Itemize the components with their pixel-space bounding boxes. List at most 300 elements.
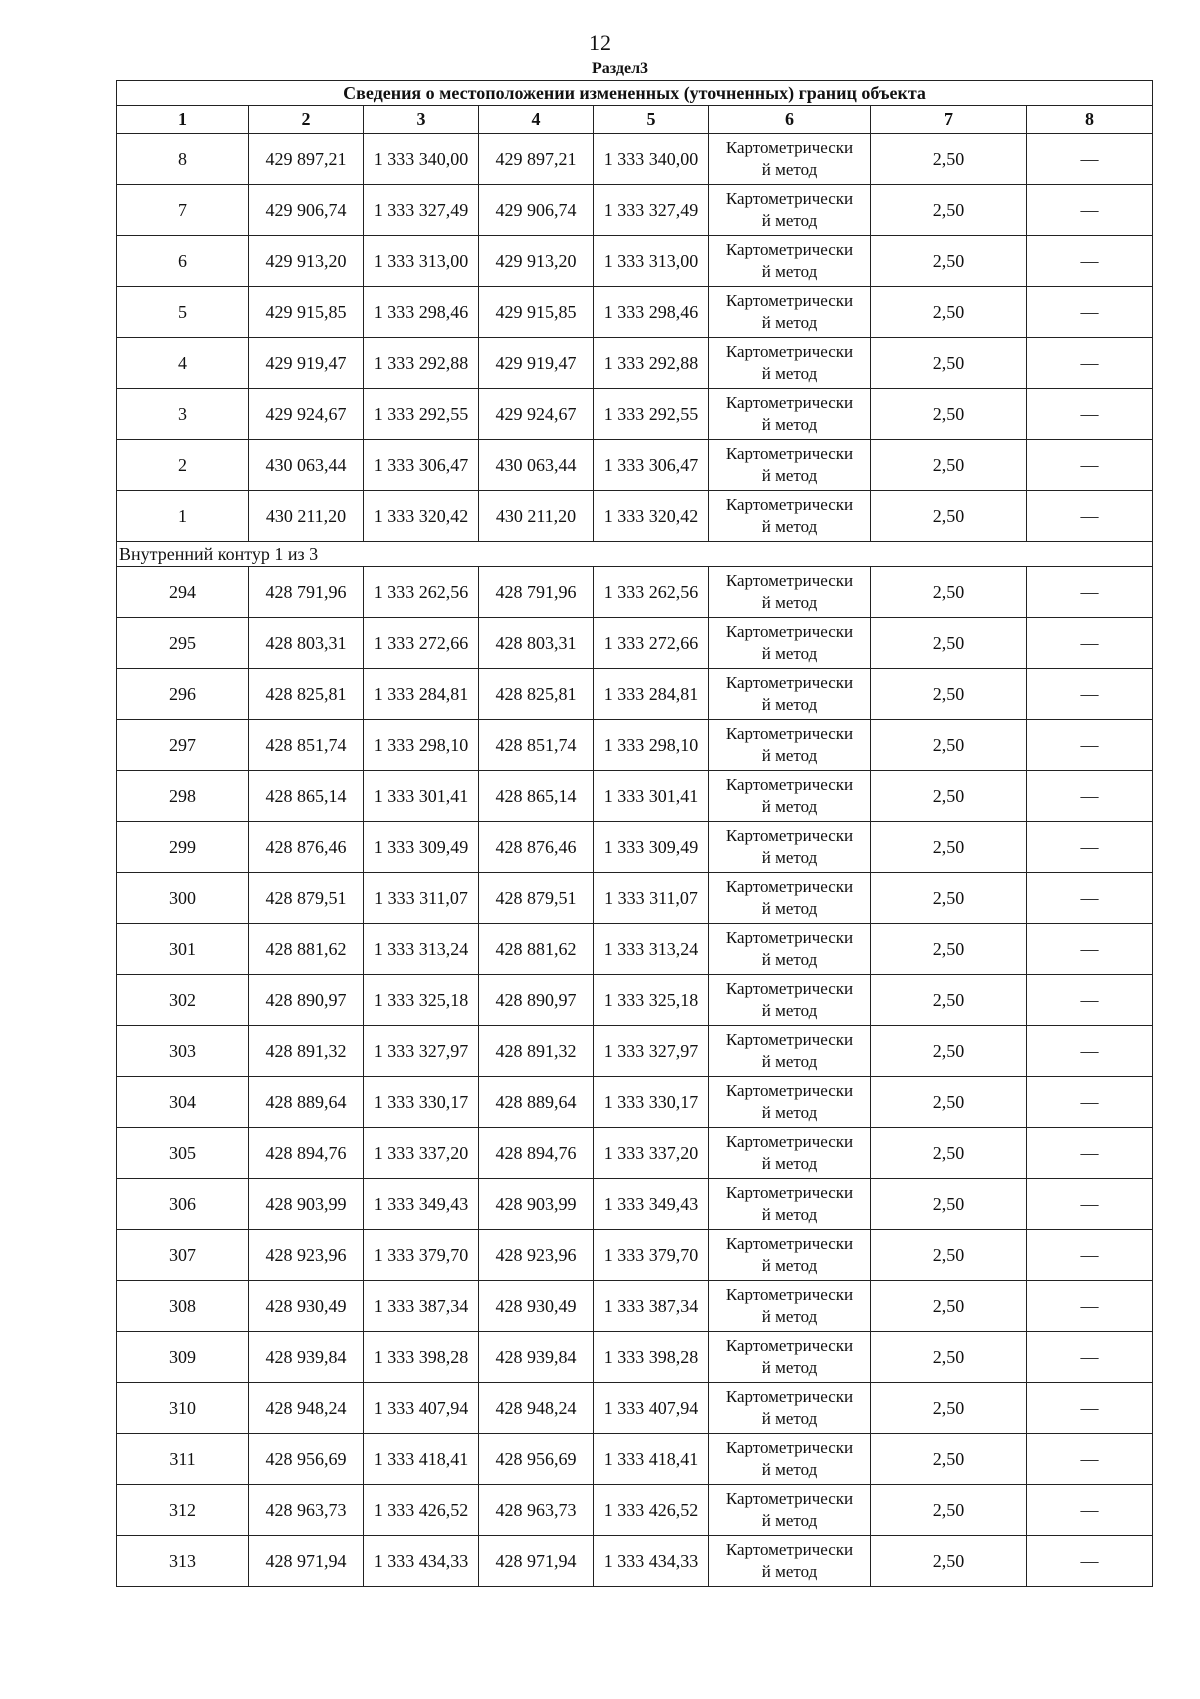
x-existing-cell: 428 825,81 [249, 669, 364, 720]
y-existing-cell: 1 333 426,52 [364, 1485, 479, 1536]
y-new-cell: 1 333 298,46 [594, 287, 709, 338]
table-row [117, 1179, 1153, 1230]
x-new-cell: 429 913,20 [479, 236, 594, 287]
table-row [117, 924, 1153, 975]
x-existing-cell: 428 963,73 [249, 1485, 364, 1536]
method-cell [709, 185, 871, 236]
point-number-cell: 311 [117, 1434, 249, 1485]
note-cell: — [1027, 389, 1153, 440]
y-existing-cell: 1 333 298,10 [364, 720, 479, 771]
accuracy-cell: 2,50 [871, 771, 1027, 822]
accuracy-cell: 2,50 [871, 1230, 1027, 1281]
y-new-cell: 1 333 349,43 [594, 1179, 709, 1230]
method-text: й метод [761, 644, 818, 663]
x-existing-cell: 430 063,44 [249, 440, 364, 491]
y-new-cell: 1 333 301,41 [594, 771, 709, 822]
method-text: й метод [761, 1103, 818, 1122]
note-cell: — [1027, 1179, 1153, 1230]
note-cell: — [1027, 1536, 1153, 1587]
method-text: й метод [761, 1460, 818, 1479]
x-new-cell: 428 923,96 [479, 1230, 594, 1281]
method-text: й метод [761, 211, 818, 230]
note-cell: — [1027, 669, 1153, 720]
point-number-cell: 307 [117, 1230, 249, 1281]
x-new-cell: 428 876,46 [479, 822, 594, 873]
y-existing-cell: 1 333 327,97 [364, 1026, 479, 1077]
point-number-cell: 4 [117, 338, 249, 389]
note-cell: — [1027, 618, 1153, 669]
method-cell [709, 1536, 871, 1587]
note-cell: — [1027, 1485, 1153, 1536]
method-cell [709, 618, 871, 669]
method-text: Картометрически [725, 444, 854, 463]
y-existing-cell: 1 333 301,41 [364, 771, 479, 822]
y-new-cell: 1 333 284,81 [594, 669, 709, 720]
method-text: Картометрически [725, 673, 854, 692]
x-existing-cell: 428 956,69 [249, 1434, 364, 1485]
x-existing-cell: 428 948,24 [249, 1383, 364, 1434]
method-cell [709, 1281, 871, 1332]
method-text: Картометрически [725, 1081, 854, 1100]
x-new-cell: 428 894,76 [479, 1128, 594, 1179]
note-cell: — [1027, 134, 1153, 185]
note-cell: — [1027, 338, 1153, 389]
table-caption-row [117, 81, 1153, 106]
accuracy-cell: 2,50 [871, 440, 1027, 491]
point-number-cell: 304 [117, 1077, 249, 1128]
x-new-cell: 428 890,97 [479, 975, 594, 1026]
method-text: й метод [761, 950, 818, 969]
y-existing-cell: 1 333 418,41 [364, 1434, 479, 1485]
y-existing-cell: 1 333 379,70 [364, 1230, 479, 1281]
x-new-cell: 428 881,62 [479, 924, 594, 975]
point-number-cell: 306 [117, 1179, 249, 1230]
x-new-cell: 428 889,64 [479, 1077, 594, 1128]
point-number-cell: 312 [117, 1485, 249, 1536]
method-text: й метод [761, 364, 818, 383]
x-new-cell: 429 924,67 [479, 389, 594, 440]
method-text: й метод [761, 1001, 818, 1020]
point-number-cell: 296 [117, 669, 249, 720]
method-text: й метод [761, 593, 818, 612]
method-text: Картометрически [725, 495, 854, 514]
table-caption: Сведения о местоположении измененных (уточненных) границ объекта [117, 81, 1153, 106]
y-new-cell: 1 333 320,42 [594, 491, 709, 542]
note-cell: — [1027, 720, 1153, 771]
accuracy-cell: 2,50 [871, 1281, 1027, 1332]
accuracy-cell: 2,50 [871, 1485, 1027, 1536]
x-existing-cell: 429 924,67 [249, 389, 364, 440]
contour-row [117, 542, 1153, 567]
method-text: й метод [761, 1562, 818, 1581]
x-new-cell: 430 211,20 [479, 491, 594, 542]
accuracy-cell: 2,50 [871, 338, 1027, 389]
y-existing-cell: 1 333 262,56 [364, 567, 479, 618]
accuracy-cell: 2,50 [871, 1026, 1027, 1077]
method-text: Картометрически [725, 1387, 854, 1406]
accuracy-cell: 2,50 [871, 873, 1027, 924]
method-text: Картометрически [725, 928, 854, 947]
method-text: Картометрически [725, 724, 854, 743]
method-cell [709, 287, 871, 338]
y-new-cell: 1 333 330,17 [594, 1077, 709, 1128]
y-new-cell: 1 333 379,70 [594, 1230, 709, 1281]
accuracy-cell: 2,50 [871, 1536, 1027, 1587]
method-text: й метод [761, 1205, 818, 1224]
note-cell: — [1027, 771, 1153, 822]
column-number: 7 [871, 106, 1027, 134]
method-text: й метод [761, 899, 818, 918]
method-text: й метод [761, 1511, 818, 1530]
x-new-cell: 429 915,85 [479, 287, 594, 338]
accuracy-cell: 2,50 [871, 1332, 1027, 1383]
x-existing-cell: 428 890,97 [249, 975, 364, 1026]
x-new-cell: 428 963,73 [479, 1485, 594, 1536]
column-number: 4 [479, 106, 594, 134]
method-text: й метод [761, 848, 818, 867]
y-new-cell: 1 333 292,55 [594, 389, 709, 440]
accuracy-cell: 2,50 [871, 975, 1027, 1026]
table-row [117, 1332, 1153, 1383]
column-number: 1 [117, 106, 249, 134]
x-new-cell: 428 971,94 [479, 1536, 594, 1587]
y-new-cell: 1 333 311,07 [594, 873, 709, 924]
method-text: Картометрически [725, 1285, 854, 1304]
note-cell: — [1027, 1230, 1153, 1281]
table-row [117, 822, 1153, 873]
table-row [117, 1128, 1153, 1179]
table-row [117, 618, 1153, 669]
y-new-cell: 1 333 434,33 [594, 1536, 709, 1587]
method-cell [709, 771, 871, 822]
table-row [117, 567, 1153, 618]
note-cell: — [1027, 822, 1153, 873]
point-number-cell: 7 [117, 185, 249, 236]
method-text: й метод [761, 1307, 818, 1326]
table-row [117, 1230, 1153, 1281]
method-text: Картометрически [725, 826, 854, 845]
note-cell: — [1027, 567, 1153, 618]
accuracy-cell: 2,50 [871, 1179, 1027, 1230]
table-row [117, 491, 1153, 542]
section-title: Раздел3 [591, 60, 649, 77]
note-cell: — [1027, 873, 1153, 924]
method-text: й метод [761, 746, 818, 765]
y-new-cell: 1 333 418,41 [594, 1434, 709, 1485]
table-row [117, 1026, 1153, 1077]
y-existing-cell: 1 333 292,88 [364, 338, 479, 389]
column-number: 8 [1027, 106, 1153, 134]
method-text: Картометрически [725, 1030, 854, 1049]
x-existing-cell: 429 897,21 [249, 134, 364, 185]
y-existing-cell: 1 333 327,49 [364, 185, 479, 236]
method-text: Картометрически [725, 1438, 854, 1457]
accuracy-cell: 2,50 [871, 1128, 1027, 1179]
accuracy-cell: 2,50 [871, 185, 1027, 236]
table-row [117, 1383, 1153, 1434]
point-number-cell: 8 [117, 134, 249, 185]
y-existing-cell: 1 333 313,00 [364, 236, 479, 287]
x-existing-cell: 428 930,49 [249, 1281, 364, 1332]
page-number: 12 [589, 30, 611, 55]
x-new-cell: 428 879,51 [479, 873, 594, 924]
y-new-cell: 1 333 298,10 [594, 720, 709, 771]
x-existing-cell: 430 211,20 [249, 491, 364, 542]
method-cell [709, 1383, 871, 1434]
accuracy-cell: 2,50 [871, 1434, 1027, 1485]
table-row [117, 669, 1153, 720]
accuracy-cell: 2,50 [871, 822, 1027, 873]
y-existing-cell: 1 333 434,33 [364, 1536, 479, 1587]
x-new-cell: 429 906,74 [479, 185, 594, 236]
x-new-cell: 430 063,44 [479, 440, 594, 491]
table-row [117, 1281, 1153, 1332]
point-number-cell: 1 [117, 491, 249, 542]
y-new-cell: 1 333 306,47 [594, 440, 709, 491]
point-number-cell: 2 [117, 440, 249, 491]
x-new-cell: 428 948,24 [479, 1383, 594, 1434]
x-existing-cell: 428 889,64 [249, 1077, 364, 1128]
table-row [117, 1536, 1153, 1587]
x-existing-cell: 429 913,20 [249, 236, 364, 287]
accuracy-cell: 2,50 [871, 1383, 1027, 1434]
y-new-cell: 1 333 313,00 [594, 236, 709, 287]
method-text: Картометрически [725, 1540, 854, 1559]
method-cell [709, 134, 871, 185]
y-existing-cell: 1 333 325,18 [364, 975, 479, 1026]
table-row [117, 873, 1153, 924]
x-existing-cell: 429 915,85 [249, 287, 364, 338]
method-cell [709, 975, 871, 1026]
method-text: Картометрически [725, 393, 854, 412]
table-row [117, 287, 1153, 338]
note-cell: — [1027, 1026, 1153, 1077]
point-number-cell: 302 [117, 975, 249, 1026]
y-existing-cell: 1 333 298,46 [364, 287, 479, 338]
table-row [117, 975, 1153, 1026]
accuracy-cell: 2,50 [871, 567, 1027, 618]
method-text: й метод [761, 415, 818, 434]
accuracy-cell: 2,50 [871, 134, 1027, 185]
x-existing-cell: 428 903,99 [249, 1179, 364, 1230]
method-text: й метод [761, 695, 818, 714]
note-cell: — [1027, 1128, 1153, 1179]
x-existing-cell: 428 865,14 [249, 771, 364, 822]
column-number-row [117, 106, 1153, 134]
y-existing-cell: 1 333 387,34 [364, 1281, 479, 1332]
note-cell: — [1027, 1281, 1153, 1332]
method-cell [709, 1077, 871, 1128]
method-text: й метод [761, 1154, 818, 1173]
table-row [117, 1077, 1153, 1128]
column-number: 5 [594, 106, 709, 134]
note-cell: — [1027, 236, 1153, 287]
column-number: 6 [709, 106, 871, 134]
method-cell [709, 338, 871, 389]
point-number-cell: 295 [117, 618, 249, 669]
y-new-cell: 1 333 387,34 [594, 1281, 709, 1332]
note-cell: — [1027, 287, 1153, 338]
note-cell: — [1027, 975, 1153, 1026]
y-existing-cell: 1 333 320,42 [364, 491, 479, 542]
y-existing-cell: 1 333 272,66 [364, 618, 479, 669]
x-new-cell: 428 939,84 [479, 1332, 594, 1383]
x-new-cell: 428 791,96 [479, 567, 594, 618]
note-cell: — [1027, 491, 1153, 542]
note-cell: — [1027, 1434, 1153, 1485]
table-row [117, 771, 1153, 822]
method-text: Картометрически [725, 1489, 854, 1508]
y-new-cell: 1 333 313,24 [594, 924, 709, 975]
note-cell: — [1027, 440, 1153, 491]
column-number: 3 [364, 106, 479, 134]
accuracy-cell: 2,50 [871, 1077, 1027, 1128]
table-row [117, 440, 1153, 491]
table-row [117, 338, 1153, 389]
x-existing-cell: 428 881,62 [249, 924, 364, 975]
y-new-cell: 1 333 262,56 [594, 567, 709, 618]
coordinates-table [116, 80, 1153, 1587]
table-row [117, 236, 1153, 287]
x-new-cell: 428 803,31 [479, 618, 594, 669]
x-existing-cell: 428 971,94 [249, 1536, 364, 1587]
accuracy-cell: 2,50 [871, 669, 1027, 720]
point-number-cell: 310 [117, 1383, 249, 1434]
contour-label: Внутренний контур 1 из 3 [117, 542, 1153, 567]
method-text: Картометрически [725, 1183, 854, 1202]
method-text: й метод [761, 160, 818, 179]
y-existing-cell: 1 333 311,07 [364, 873, 479, 924]
point-number-cell: 308 [117, 1281, 249, 1332]
table-row [117, 134, 1153, 185]
x-new-cell: 428 825,81 [479, 669, 594, 720]
y-new-cell: 1 333 407,94 [594, 1383, 709, 1434]
table-row [117, 389, 1153, 440]
y-new-cell: 1 333 340,00 [594, 134, 709, 185]
method-cell [709, 720, 871, 771]
method-text: Картометрически [725, 571, 854, 590]
y-existing-cell: 1 333 398,28 [364, 1332, 479, 1383]
table-row [117, 1434, 1153, 1485]
method-text: й метод [761, 1409, 818, 1428]
x-existing-cell: 428 879,51 [249, 873, 364, 924]
method-cell [709, 1179, 871, 1230]
x-existing-cell: 429 919,47 [249, 338, 364, 389]
y-new-cell: 1 333 309,49 [594, 822, 709, 873]
point-number-cell: 297 [117, 720, 249, 771]
y-new-cell: 1 333 292,88 [594, 338, 709, 389]
table-row [117, 185, 1153, 236]
y-new-cell: 1 333 325,18 [594, 975, 709, 1026]
y-existing-cell: 1 333 349,43 [364, 1179, 479, 1230]
method-cell [709, 1026, 871, 1077]
table-row [117, 1485, 1153, 1536]
x-existing-cell: 428 851,74 [249, 720, 364, 771]
method-text: Картометрически [725, 342, 854, 361]
accuracy-cell: 2,50 [871, 924, 1027, 975]
y-existing-cell: 1 333 330,17 [364, 1077, 479, 1128]
point-number-cell: 3 [117, 389, 249, 440]
y-existing-cell: 1 333 340,00 [364, 134, 479, 185]
x-new-cell: 428 930,49 [479, 1281, 594, 1332]
y-existing-cell: 1 333 407,94 [364, 1383, 479, 1434]
method-text: Картометрически [725, 291, 854, 310]
x-new-cell: 428 956,69 [479, 1434, 594, 1485]
y-existing-cell: 1 333 306,47 [364, 440, 479, 491]
note-cell: — [1027, 1383, 1153, 1434]
y-new-cell: 1 333 327,49 [594, 185, 709, 236]
method-text: й метод [761, 1256, 818, 1275]
column-number: 2 [249, 106, 364, 134]
y-existing-cell: 1 333 309,49 [364, 822, 479, 873]
accuracy-cell: 2,50 [871, 491, 1027, 542]
x-existing-cell: 428 803,31 [249, 618, 364, 669]
point-number-cell: 313 [117, 1536, 249, 1587]
method-text: й метод [761, 797, 818, 816]
point-number-cell: 294 [117, 567, 249, 618]
accuracy-cell: 2,50 [871, 720, 1027, 771]
method-text: й метод [761, 313, 818, 332]
y-new-cell: 1 333 272,66 [594, 618, 709, 669]
x-existing-cell: 429 906,74 [249, 185, 364, 236]
y-new-cell: 1 333 426,52 [594, 1485, 709, 1536]
method-text: Картометрически [725, 1132, 854, 1151]
method-cell [709, 822, 871, 873]
method-cell [709, 1128, 871, 1179]
x-existing-cell: 428 891,32 [249, 1026, 364, 1077]
method-text: Картометрически [725, 1234, 854, 1253]
method-cell [709, 389, 871, 440]
x-existing-cell: 428 876,46 [249, 822, 364, 873]
method-text: Картометрически [725, 979, 854, 998]
x-existing-cell: 428 791,96 [249, 567, 364, 618]
method-text: Картометрически [725, 240, 854, 259]
accuracy-cell: 2,50 [871, 618, 1027, 669]
y-existing-cell: 1 333 284,81 [364, 669, 479, 720]
method-cell [709, 236, 871, 287]
method-cell [709, 567, 871, 618]
point-number-cell: 5 [117, 287, 249, 338]
method-text: Картометрически [725, 138, 854, 157]
x-new-cell: 428 865,14 [479, 771, 594, 822]
point-number-cell: 303 [117, 1026, 249, 1077]
note-cell: — [1027, 185, 1153, 236]
y-new-cell: 1 333 398,28 [594, 1332, 709, 1383]
x-new-cell: 428 851,74 [479, 720, 594, 771]
method-text: й метод [761, 1358, 818, 1377]
point-number-cell: 6 [117, 236, 249, 287]
y-existing-cell: 1 333 313,24 [364, 924, 479, 975]
method-text: й метод [761, 1052, 818, 1071]
method-cell [709, 669, 871, 720]
accuracy-cell: 2,50 [871, 236, 1027, 287]
method-cell [709, 924, 871, 975]
method-text: Картометрически [725, 775, 854, 794]
method-cell [709, 440, 871, 491]
method-cell [709, 1485, 871, 1536]
method-text: Картометрически [725, 1336, 854, 1355]
method-text: Картометрически [725, 877, 854, 896]
x-existing-cell: 428 923,96 [249, 1230, 364, 1281]
point-number-cell: 301 [117, 924, 249, 975]
point-number-cell: 305 [117, 1128, 249, 1179]
note-cell: — [1027, 1332, 1153, 1383]
method-text: й метод [761, 466, 818, 485]
x-existing-cell: 428 939,84 [249, 1332, 364, 1383]
point-number-cell: 298 [117, 771, 249, 822]
y-new-cell: 1 333 337,20 [594, 1128, 709, 1179]
note-cell: — [1027, 1077, 1153, 1128]
